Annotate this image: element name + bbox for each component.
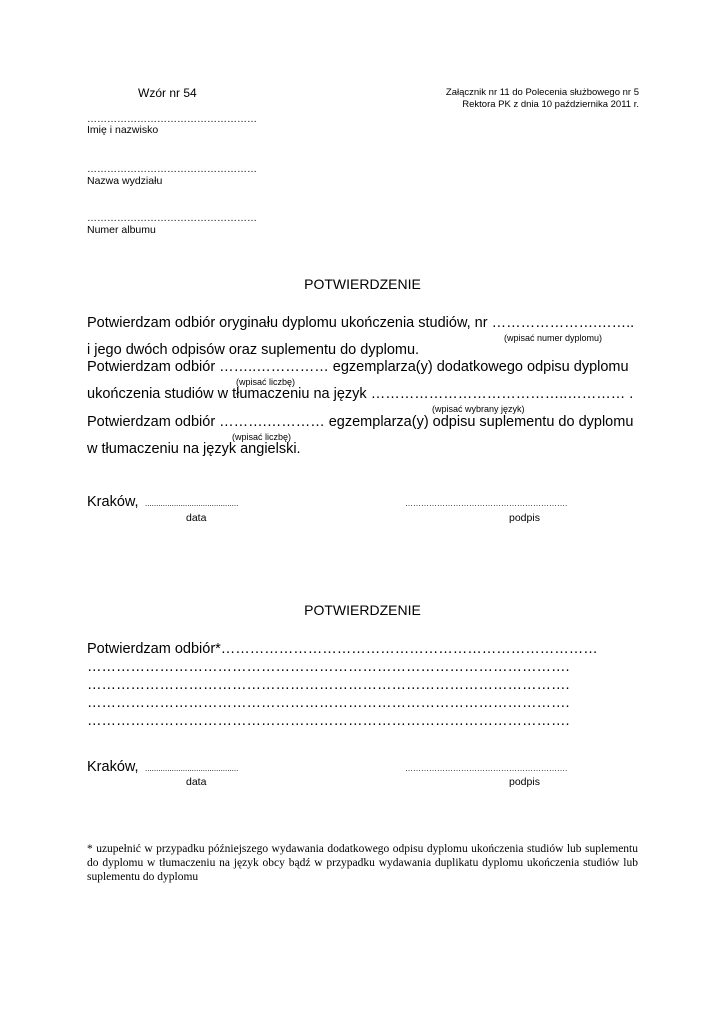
s1-date-field[interactable]: ..........................................	[145, 499, 239, 508]
s2-dot-line-4[interactable]: ……………………………………………………………………………………….	[87, 713, 570, 729]
s1-line-3: Potwierdzam odbiór ……..…………… egzemplarza(y) dodatkowego odpisu dyplomu	[87, 359, 629, 375]
s2-signature-field[interactable]: …………………………………………………….	[405, 764, 568, 773]
form-number: Wzór nr 54	[138, 86, 197, 100]
s1-line-4: ukończenia studiów w tłumaczeniu na język …………………………………..………… .	[87, 386, 634, 402]
s1-hint-diploma-number: (wpisać numer dyplomu)	[504, 333, 603, 343]
s1-signature-label: podpis	[509, 512, 540, 524]
footnote: * uzupełnić w przypadku późniejszego wydawania dodatkowego odpisu dyplomu ukończenia studiów lub suplementu do dyplomu w tłumaczeniu na język obcy bądź w przypadku wydawania duplikatu dyplomu ukończenia studiów lub suplementu do dyplomu	[87, 843, 638, 883]
s1-signature-field[interactable]: …………………………………………………….	[405, 499, 568, 508]
s1-hint-count-2: (wpisać liczbę)	[232, 432, 292, 442]
s1-line-1: Potwierdzam odbiór oryginału dyplomu ukończenia studiów, nr ………………….……..	[87, 315, 635, 331]
faculty-field-line[interactable]: ……………………………………………	[87, 164, 257, 175]
s1-date-label: data	[186, 512, 207, 524]
annex-note	[446, 87, 639, 111]
album-field-label: Numer albumu	[87, 224, 156, 236]
s1-line-6: w tłumaczeniu na język angielski.	[87, 441, 301, 457]
faculty-field-label: Nazwa wydziału	[87, 175, 163, 187]
name-field-label: Imię i nazwisko	[87, 124, 159, 136]
s1-place: Kraków,	[87, 494, 139, 510]
s2-date-field[interactable]: ..........................................	[145, 764, 239, 773]
s2-dot-line-1[interactable]: ……………………………………………………………………………………….	[87, 659, 570, 675]
s2-dot-line-2[interactable]: ……………………………………………………………………………………….	[87, 677, 570, 693]
s2-dot-line-3[interactable]: ……………………………………………………………………………………….	[87, 695, 570, 711]
name-field-line[interactable]: ……………………………………………	[87, 114, 257, 125]
s2-signature-label: podpis	[509, 776, 540, 788]
section-2-title: POTWIERDZENIE	[304, 602, 421, 618]
s2-line-1: Potwierdzam odbiór*……………………………………………………………………	[87, 641, 598, 657]
s1-hint-count-1: (wpisać liczbę)	[236, 377, 296, 387]
section-1-title: POTWIERDZENIE	[304, 276, 421, 292]
s1-line-5: Potwierdzam odbiór ……….………… egzemplarza(y) odpisu suplementu do dyplomu	[87, 414, 634, 430]
annex-line-1: Załącznik nr 11 do Polecenia służbowego nr 5	[445, 87, 639, 98]
s2-date-label: data	[186, 776, 207, 788]
album-field-line[interactable]: ……………………………………………	[87, 213, 257, 224]
s1-line-2: i jego dwóch odpisów oraz suplementu do dyplomu.	[87, 342, 420, 358]
s1-hint-language: (wpisać wybrany język)	[432, 404, 525, 414]
s2-place: Kraków,	[87, 759, 139, 775]
annex-line-2: Rektora PK z dnia 10 października 2011 r.	[462, 99, 639, 110]
